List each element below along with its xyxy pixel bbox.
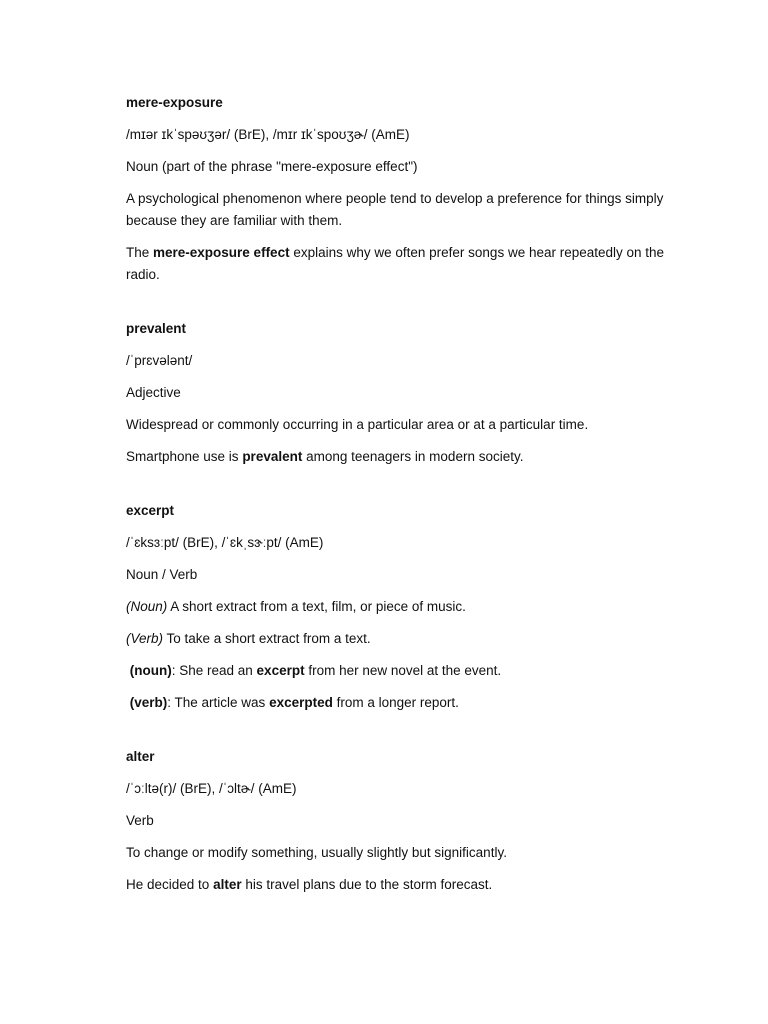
entry-mere-exposure: [126, 92, 686, 286]
example-highlight: mere-exposure effect: [153, 245, 290, 260]
example-highlight: excerpted: [269, 695, 333, 710]
definition-tag: (Noun): [126, 599, 168, 614]
part-of-speech: Noun (part of the phrase "mere-exposure effect"): [126, 159, 418, 174]
example-sentence-verb: [126, 692, 686, 714]
part-of-speech: Noun / Verb: [126, 567, 198, 582]
definition-text: To take a short extract from a text.: [163, 631, 371, 646]
example-sentence-noun: [126, 660, 686, 682]
example-text: from a longer report.: [332, 695, 459, 710]
definition-text: A short extract from a text, film, or piece of music.: [167, 599, 466, 614]
entry-prevalent: [126, 318, 686, 468]
example-text: The: [126, 245, 154, 260]
part-of-speech: Verb: [126, 813, 154, 828]
example-sentence: [126, 242, 686, 286]
headword: alter: [126, 749, 155, 764]
definition: A psychological phenomenon where people tend to develop a preference for things simply because they are familiar with them.: [126, 191, 664, 228]
entry-excerpt: [126, 500, 686, 714]
definition-noun: [126, 596, 686, 618]
example-text: : The article was: [167, 695, 270, 710]
definition: Widespread or commonly occurring in a particular area or at a particular time.: [126, 417, 589, 432]
example-lead: (verb): [126, 695, 168, 710]
example-text: from her new novel at the event.: [304, 663, 502, 678]
headword: prevalent: [126, 321, 187, 336]
entry-alter: [126, 746, 686, 896]
example-text: explains why we often prefer songs we hear repeatedly on the radio.: [126, 245, 665, 282]
example-text: He decided to: [126, 877, 214, 892]
definition: To change or modify something, usually slightly but significantly.: [126, 845, 507, 860]
example-lead: (noun): [126, 663, 172, 678]
example-highlight: prevalent: [242, 449, 303, 464]
pronunciation: /ˈɔːltə(r)/ (BrE), /ˈɔltɚ/ (AmE): [126, 781, 297, 796]
example-text: Smartphone use is: [126, 449, 243, 464]
pronunciation: /ˈprɛvələnt/: [126, 353, 193, 368]
headword: mere-exposure: [126, 95, 223, 110]
example-text: among teenagers in modern society.: [302, 449, 524, 464]
example-highlight: alter: [213, 877, 242, 892]
definition-tag: (Verb): [126, 631, 164, 646]
example-highlight: excerpt: [256, 663, 305, 678]
headword: excerpt: [126, 503, 175, 518]
example-sentence: [126, 446, 686, 468]
example-text: his travel plans due to the storm forecast.: [241, 877, 493, 892]
document-page: [126, 92, 686, 906]
definition-verb: [126, 628, 686, 650]
pronunciation: /ˈɛksɜːpt/ (BrE), /ˈɛkˌsɝːpt/ (AmE): [126, 535, 324, 550]
pronunciation: /mɪər ɪkˈspəʊʒər/ (BrE), /mɪr ɪkˈspoʊʒɚ/ (AmE): [126, 127, 410, 142]
example-sentence: [126, 874, 686, 896]
example-text: : She read an: [171, 663, 257, 678]
part-of-speech: Adjective: [126, 385, 181, 400]
